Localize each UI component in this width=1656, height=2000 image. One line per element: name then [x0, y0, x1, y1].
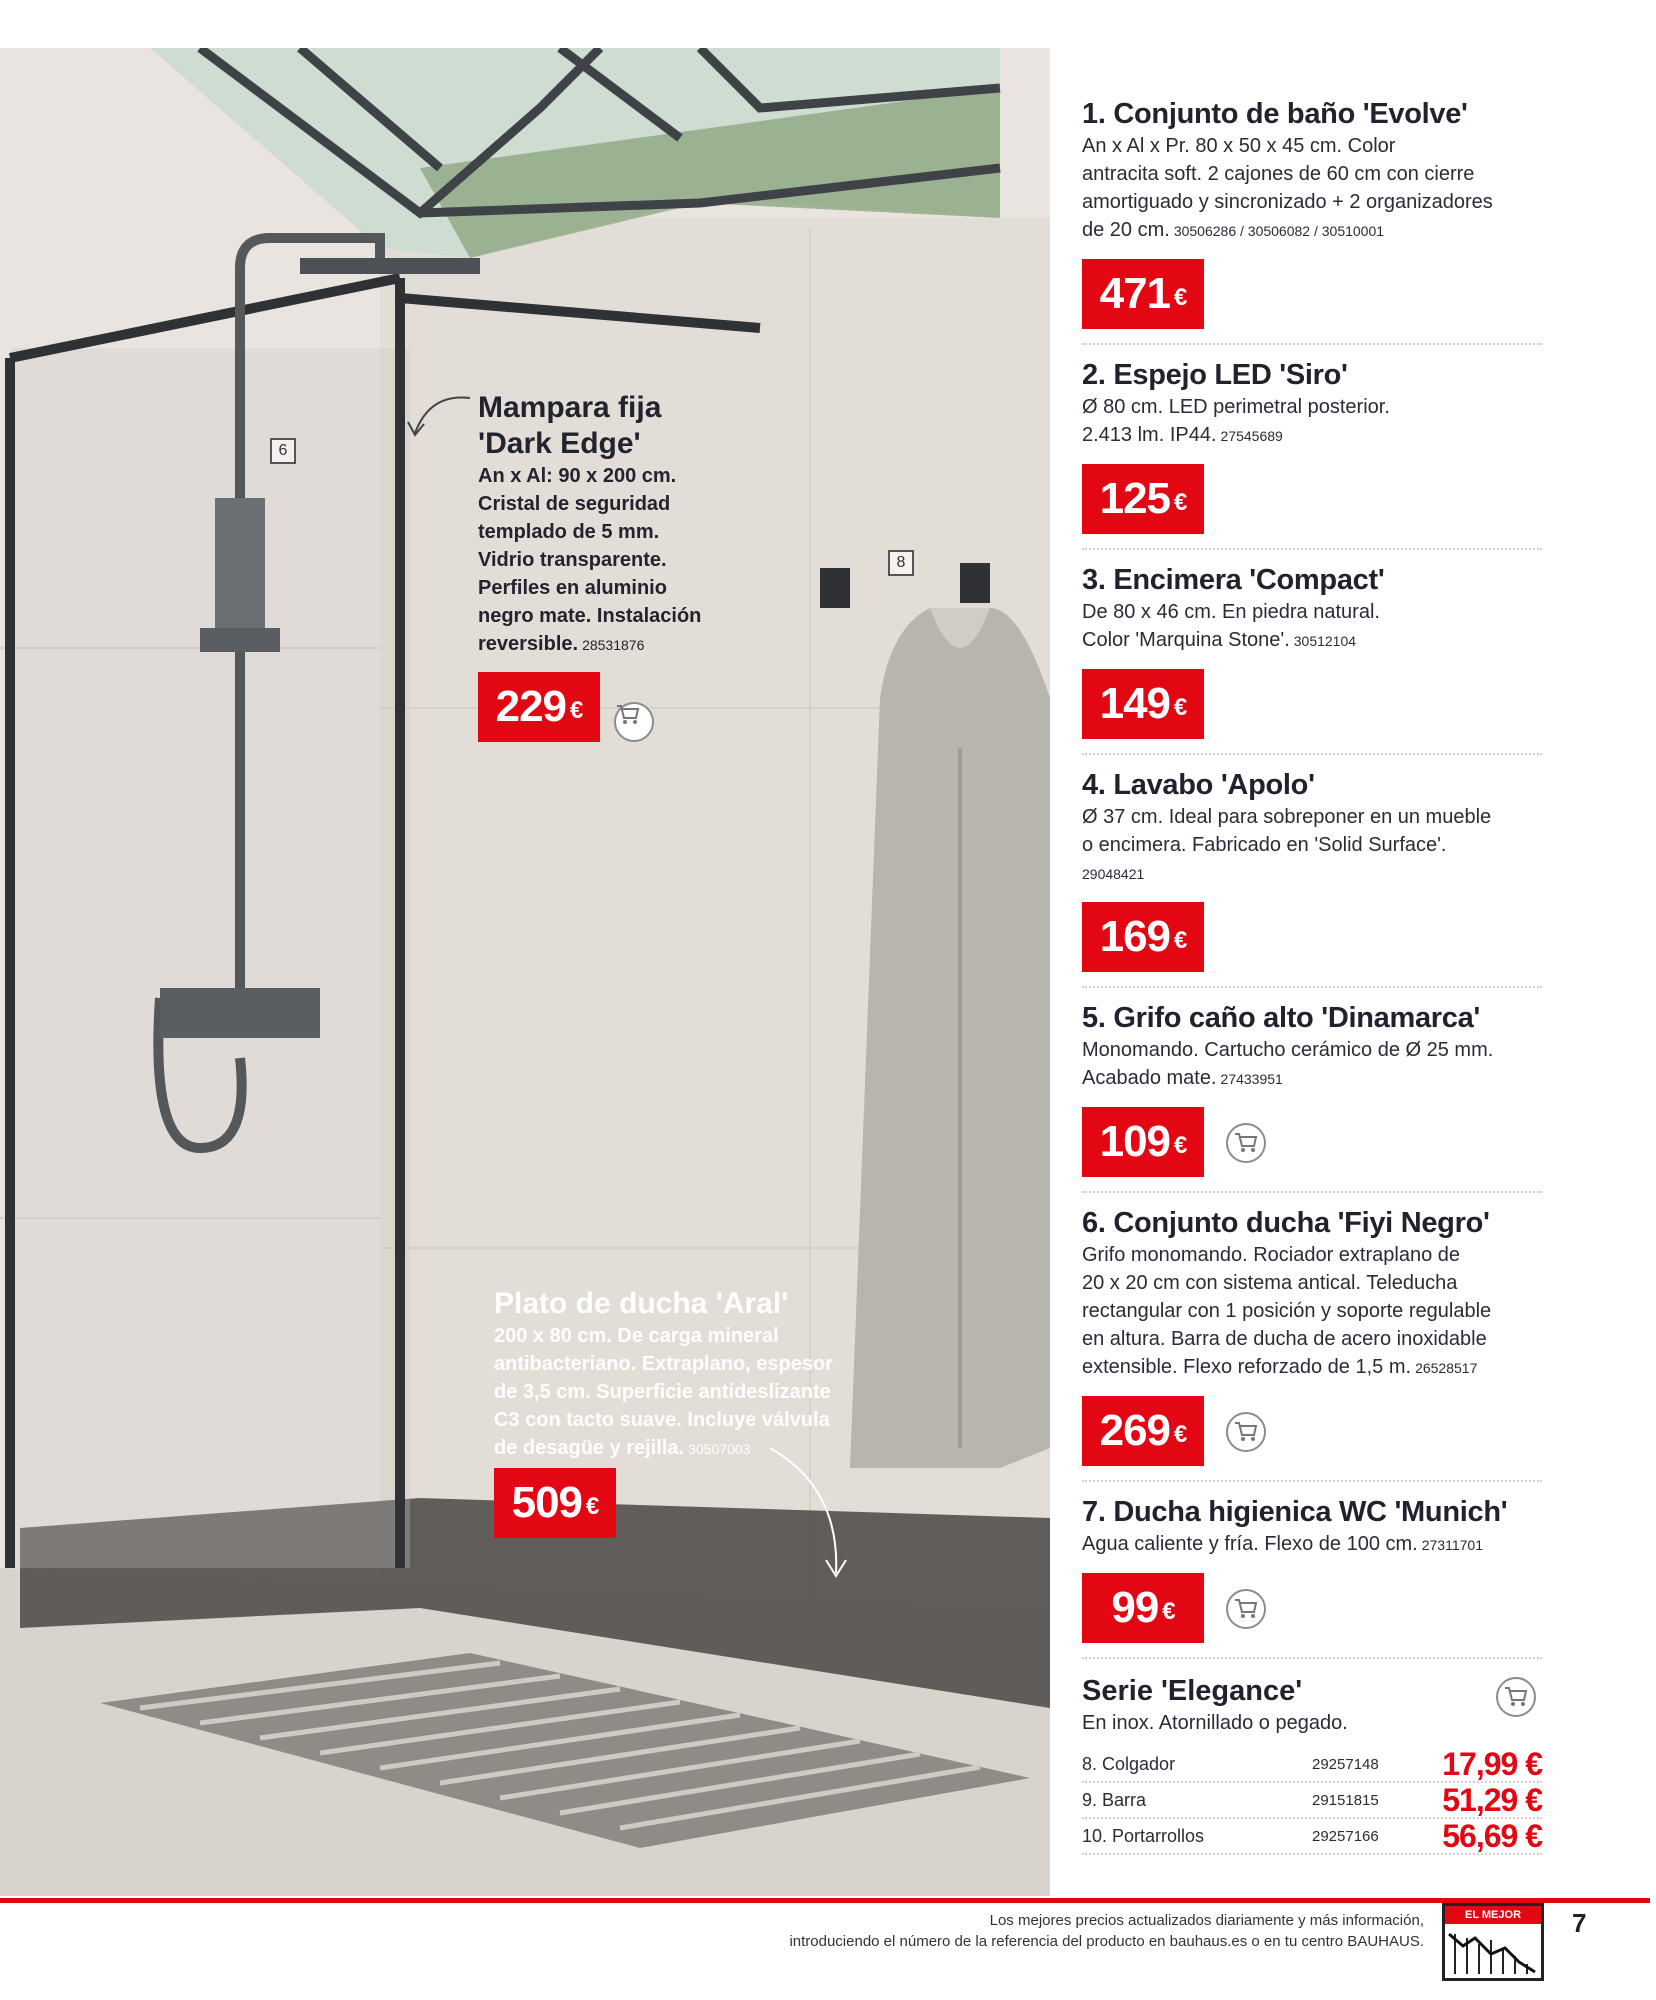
product-desc: Ø 80 cm. LED perimetral posterior. 2.413 lm. IP44. 27545689: [1082, 396, 1390, 446]
cart-icon[interactable]: [1226, 1412, 1266, 1452]
price-tag: 125 €: [1082, 464, 1204, 534]
best-price-label: EL MEJOR PRECIO: [1445, 1906, 1541, 1924]
price-tag: 169 €: [1082, 902, 1204, 972]
product-desc: An x Al x Pr. 80 x 50 x 45 cm. Color antracita soft. 2 cajones de 60 cm con cierre amortiguado y sincronizado + 2 organizadores de 20 cm. 30506286 / 30506082 / 30510001: [1082, 135, 1493, 241]
table-row: [1082, 1783, 1542, 1819]
serie-item-ref: 29257148: [1312, 1755, 1379, 1773]
cart-icon[interactable]: [614, 702, 654, 742]
product-4: [1082, 755, 1542, 988]
product-marker-8: 8: [888, 550, 914, 576]
product-desc: Monomando. Cartucho cerámico de Ø 25 mm. Acabado mate. 27433951: [1082, 1039, 1494, 1089]
product-title: 3. Encimera 'Compact': [1082, 564, 1385, 596]
product-7: [1082, 1482, 1542, 1659]
serie-title: Serie 'Elegance': [1082, 1675, 1303, 1707]
product-ref: 27545689: [1220, 428, 1283, 444]
serie-subtitle: En inox. Atornillado o pegado.: [1082, 1712, 1348, 1734]
serie-item-price: 51,29 €: [1442, 1781, 1542, 1818]
product-3: [1082, 550, 1542, 755]
product-title: 1. Conjunto de baño 'Evolve': [1082, 98, 1468, 130]
product-ref: 30512104: [1293, 633, 1357, 649]
bathroom-photo: [0, 48, 1050, 1896]
callout-plato-desc: 200 x 80 cm. De carga mineral antibacteriano. Extraplano, espesor de 3,5 cm. Superficie antideslizante C3 con tacto suave. Incluye válvula de desagüe y rejilla. 30507003: [494, 1325, 833, 1459]
callout-plato: [494, 1286, 854, 1463]
price-tag: 109 €: [1082, 1107, 1204, 1177]
product-title: 6. Conjunto ducha 'Fiyi Negro': [1082, 1207, 1490, 1239]
serie-item-name: 10. Portarrollos: [1082, 1825, 1205, 1846]
callout-plato-title: Plato de ducha 'Aral': [494, 1287, 789, 1320]
product-desc: Agua caliente y fría. Flexo de 100 cm. 27311701: [1082, 1533, 1483, 1555]
price-tag: 471 €: [1082, 259, 1204, 329]
serie-item-name: 8. Colgador: [1082, 1753, 1176, 1774]
footer-divider: [0, 1898, 1650, 1903]
callout-mampara-desc: An x Al: 90 x 200 cm. Cristal de seguridad templado de 5 mm. Vidrio transparente. Perfiles en aluminio negro mate. Instalación reversible. 28531876: [478, 465, 702, 655]
product-list: [1082, 96, 1542, 1855]
callout-mampara: [478, 390, 738, 659]
serie-table: [1082, 1747, 1542, 1855]
product-5: [1082, 988, 1542, 1193]
cart-icon[interactable]: [1226, 1589, 1266, 1629]
price-drop-chart-icon: [1445, 1924, 1541, 1978]
price-plato: 509 €: [494, 1468, 616, 1538]
callout-mampara-title-2: 'Dark Edge': [478, 427, 641, 460]
table-row: [1082, 1747, 1542, 1783]
footer-note: Los mejores precios actualizados diariamente y más información, introduciendo el número de la referencia del producto en bauhaus.es o en tu centro BAUHAUS.: [789, 1912, 1424, 1950]
product-title: 5. Grifo caño alto 'Dinamarca': [1082, 1002, 1481, 1034]
price-tag: 99 €: [1082, 1573, 1204, 1643]
product-ref: 27311701: [1421, 1537, 1483, 1553]
price-tag: 149 €: [1082, 669, 1204, 739]
callout-mampara-title-1: Mampara fija: [478, 391, 662, 424]
serie-item-price: 17,99 €: [1442, 1745, 1542, 1782]
best-price-badge: [1442, 1903, 1544, 1981]
callout-plato-ref: 30507003: [688, 1441, 751, 1457]
serie-item-ref: 29257166: [1312, 1827, 1379, 1845]
product-2: [1082, 345, 1542, 550]
price-tag: 269 €: [1082, 1396, 1204, 1466]
serie-item-price: 56,69 €: [1442, 1817, 1542, 1854]
product-1: [1082, 96, 1542, 345]
product-title: 2. Espejo LED 'Siro': [1082, 359, 1348, 391]
price-mampara: 229 €: [478, 672, 600, 742]
product-desc: Grifo monomando. Rociador extraplano de 20 x 20 cm con sistema antical. Teleducha rectangular con 1 posición y soporte regulable en altura. Barra de ducha de acero inoxidable extensible. Flexo reforzado de 1,5 m. 26528517: [1082, 1244, 1492, 1378]
product-desc: De 80 x 46 cm. En piedra natural. Color 'Marquina Stone'. 30512104: [1082, 601, 1380, 651]
product-6: [1082, 1193, 1542, 1482]
serie-item-name: 9. Barra: [1082, 1789, 1147, 1810]
serie-item-ref: 29151815: [1312, 1791, 1379, 1809]
product-ref: 30506286 / 30506082 / 30510001: [1173, 223, 1385, 239]
cart-icon[interactable]: [1496, 1677, 1536, 1717]
product-ref: 26528517: [1415, 1360, 1478, 1376]
table-row: [1082, 1819, 1542, 1855]
callout-mampara-ref: 28531876: [582, 637, 645, 653]
product-title: 7. Ducha higienica WC 'Munich': [1082, 1496, 1508, 1528]
product-marker-6: 6: [270, 438, 296, 464]
cart-icon[interactable]: [1226, 1123, 1266, 1163]
product-desc: Ø 37 cm. Ideal para sobreponer en un mueble o encimera. Fabricado en 'Solid Surface'. 29048421: [1082, 806, 1492, 882]
page-number: 7: [1572, 1908, 1587, 1938]
bathroom-scene-illustration: [0, 48, 1050, 1896]
product-ref: 27433951: [1220, 1071, 1283, 1087]
serie-elegance: [1082, 1659, 1542, 1855]
product-ref: 29048421: [1082, 866, 1145, 882]
product-title: 4. Lavabo 'Apolo': [1082, 769, 1315, 801]
